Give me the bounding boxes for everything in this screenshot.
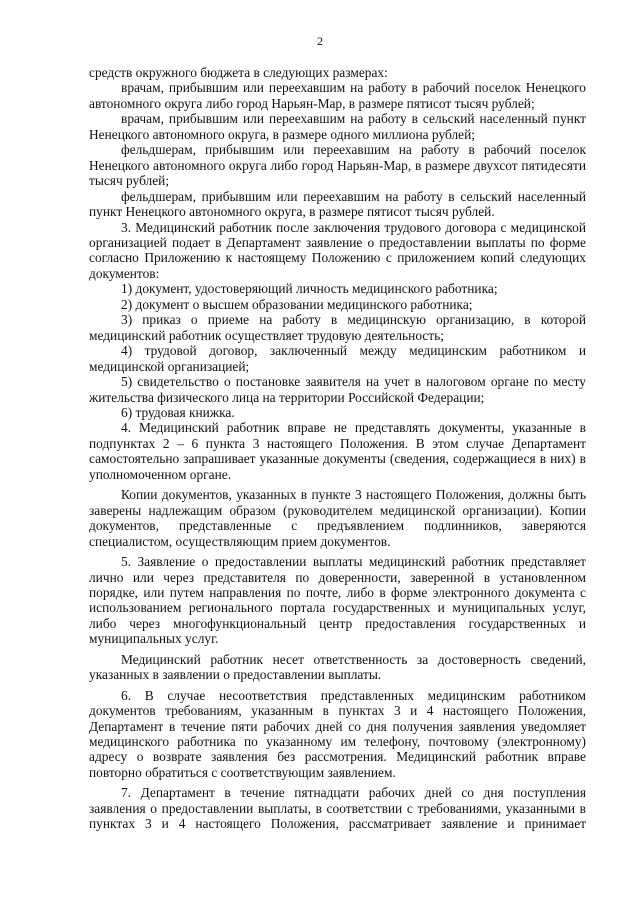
paragraph: 6. В случае несоответствия представленных медицинским работником документов требованиям, указанным в пунктах 3 и 4 настоящего Положения, Департамент в течение пяти рабочих дней со дня получения заявления уведомляет медицинского работника по указанному им телефону, почтовому (электронному) адресу о возврате заявления без рассмотрения. Медицинский работник вправе повторно обратиться с соответствующим заявлением. (89, 687, 586, 780)
paragraph: 5) свидетельство о постановке заявителя на учет в налоговом органе по месту жительства физического лица на территории Российской Федерации; (89, 374, 586, 405)
document-body (89, 65, 586, 832)
paragraph: врачам, прибывшим или переехавшим на работу в рабочий поселок Ненецкого автономного округа либо город Нарьян-Мар, в размере пятисот тысяч рублей; (89, 80, 586, 111)
page-number: 2 (317, 34, 323, 48)
paragraph: врачам, прибывшим или переехавшим на работу в сельский населенный пункт Ненецкого автономного округа, в размере одного миллиона рублей; (89, 111, 586, 142)
paragraph: 3. Медицинский работник после заключения трудового договора с медицинской организацией подает в Департамент заявление о предоставлении выплаты по форме согласно Приложению к настоящему Положению с приложением копий следующих документов: (89, 219, 586, 281)
paragraph: 6) трудовая книжка. (121, 404, 235, 420)
paragraph: 4) трудовой договор, заключенный между медицинским работником и медицинской организацией; (89, 343, 586, 374)
paragraph: фельдшерам, прибывшим или переехавшим на работу в рабочий поселок Ненецкого автономного округа либо город Нарьян-Мар, в размере двухсот пятидесяти тысяч рублей; (89, 142, 586, 189)
paragraph: 7. Департамент в течение пятнадцати рабочих дней со дня поступления заявления о предоставлении выплаты, в соответствии с требованиями, указанными в пунктах 3 и 4 настоящего Положения, рассматривает заявление и принимает (89, 785, 586, 832)
paragraph: 5. Заявление о предоставлении выплаты медицинский работник представляет лично или через представителя по доверенности, заверенной в установленном порядке, или путем направления по почте, либо в форме электронного документа с использованием регионального портала государственных и муниципальных услуг, либо через многофункциональный центр предоставления государственных и муниципальных услуг. (89, 554, 586, 647)
paragraph: 3) приказ о приеме на работу в медицинскую организацию, в которой медицинский работник осуществляет трудовую деятельность; (89, 312, 586, 343)
paragraph: 4. Медицинский работник вправе не представлять документы, указанные в подпунктах 2 – 6 пункта 3 настоящего Положения. В этом случае Департамент самостоятельно запрашивает указанные документы (сведения, содержащиеся в них) в уполномоченном органе. (89, 420, 586, 482)
paragraph: Медицинский работник несет ответственность за достоверность сведений, указанных в заявлении о предоставлении выплаты. (89, 651, 586, 683)
paragraph: 1) документ, удостоверяющий личность медицинского работника; (121, 281, 498, 297)
paragraph: Копии документов, указанных в пункте 3 настоящего Положения, должны быть заверены надлежащим образом (руководителем медицинской организации). Копии документов, представленные с предъявлением подлинников, заверяются специалистом, осуществляющим прием документов. (89, 487, 586, 549)
paragraph: 2) документ о высшем образовании медицинского работника; (121, 296, 473, 312)
paragraph: средств окружного бюджета в следующих размерах: (89, 65, 388, 80)
paragraph: фельдшерам, прибывшим или переехавшим на работу в сельский населенный пункт Ненецкого автономного округа, в размере пятисот тысяч рублей. (89, 188, 586, 220)
